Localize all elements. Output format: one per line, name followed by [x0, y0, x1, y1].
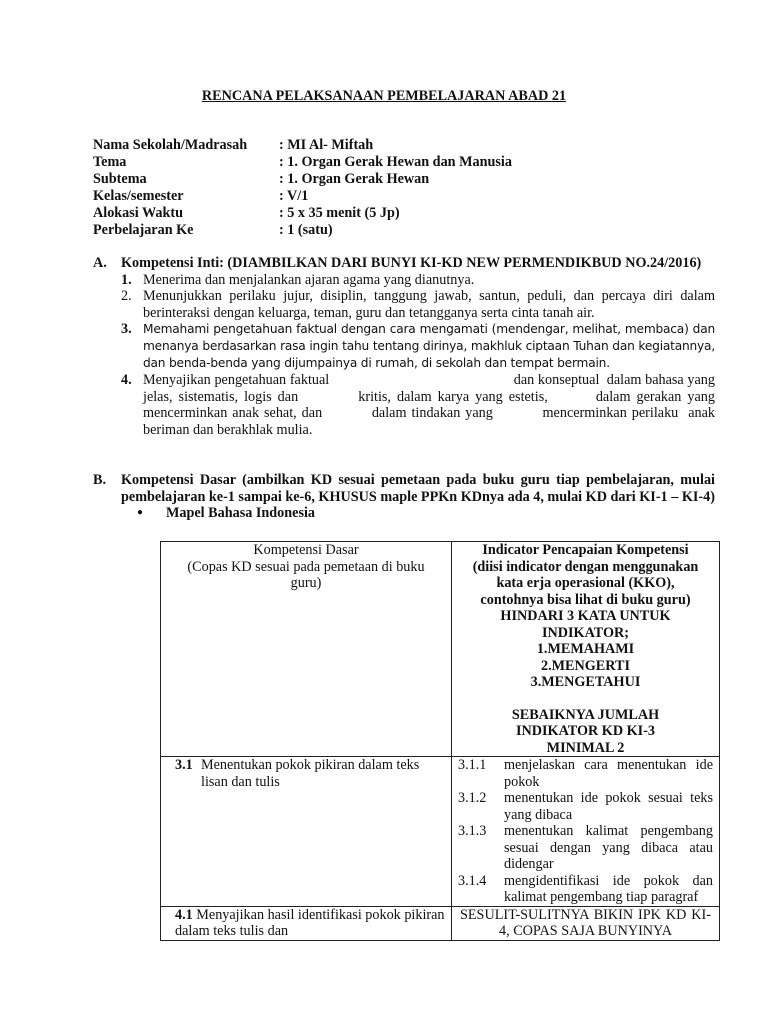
identity-value: : MI Al- Miftah	[279, 137, 374, 153]
document-title-text: RENCANA PELAKSANAAN PEMBELAJARAN ABAD 21	[201, 88, 567, 104]
kd-table-row	[161, 906, 720, 940]
ki-text: Menyajikan pengetahuan faktual dan konseptual dalam bahasa yang jelas, sistematis, logis dan kritis, dalam karya yang estetis, dalam gerakan yang mencerminkan anak sehat, dan dalam tindakan yang mencerminkan perilaku anak beriman dan berakhlak mulia.	[143, 372, 719, 438]
identity-value: : 1. Organ Gerak Hewan	[279, 171, 430, 187]
identity-table	[93, 137, 512, 239]
ki-number: 2.	[121, 288, 132, 304]
identity-row	[93, 205, 512, 222]
ki-number: 1.	[121, 271, 132, 288]
subject-label: Mapel Bahasa Indonesia	[166, 505, 316, 521]
identity-row	[93, 154, 512, 171]
kd-number: 4.1	[175, 906, 193, 923]
kd-number: 3.1	[175, 757, 193, 773]
identity-label: Perbelajaran Ke	[93, 222, 194, 238]
identity-row	[93, 171, 512, 188]
indicator-text: SESULIT-SULITNYA BIKIN IPK KD KI-4, COPAS SAJA BUNYINYA	[460, 906, 711, 939]
kd-table-row	[161, 757, 720, 907]
indicator-item	[458, 873, 713, 906]
indicator-header-line: Indicator Pencapaian Kompetensi	[482, 542, 689, 558]
indicator-header-line: 3.MENGETAHUI	[530, 674, 641, 690]
ki-item	[93, 321, 715, 372]
kd-header-cell	[161, 542, 452, 757]
indicator-number: 3.1.1	[458, 757, 487, 773]
ki-item	[93, 372, 719, 438]
section-b-heading-text: Kompetensi Dasar (ambilkan KD sesuai pemetaan pada buku guru tiap pembelajaran, mulai pembelajaran ke-1 sampai ke-6, KHUSUS maple PPKn KDnya ada 4, mulai KD dari KI-1 – KI-4)	[121, 472, 715, 505]
indicator-header-footer: SEBAIKNYA JUMLAH INDIKATOR KD KI-3 MINIMAL 2	[511, 706, 660, 756]
kd-header-title: Kompetensi Dasar	[253, 542, 359, 558]
identity-row	[93, 188, 512, 205]
kd-entry	[175, 757, 445, 790]
identity-label: Alokasi Waktu	[93, 205, 184, 221]
section-a-heading-text: Kompetensi Inti: (DIAMBILKAN DARI BUNYI KI-KD NEW PERMENDIKBUD NO.24/2016)	[121, 255, 702, 271]
indicator-item	[458, 823, 713, 873]
indicator-header-line: 2.MENGERTI	[541, 657, 630, 674]
indicator-text: menjelaskan cara menentukan ide pokok	[504, 757, 713, 790]
indicator-number: 3.1.4	[458, 872, 487, 889]
kd-table-header-row	[161, 542, 720, 757]
indicator-text: mengidentifikasi ide pokok dan kalimat pengembang tiap paragraf	[504, 872, 713, 905]
ki-number: 3.	[121, 321, 132, 337]
indicator-text: menentukan ide pokok sesuai teks yang dibaca	[504, 790, 713, 823]
indicator-cell	[452, 757, 720, 907]
identity-label: Kelas/semester	[93, 188, 184, 204]
kd-table	[160, 541, 720, 941]
ki-item	[93, 272, 715, 289]
ki-list	[93, 271, 719, 439]
identity-label: Tema	[93, 154, 127, 170]
indicator-item	[458, 790, 713, 823]
indicator-header-line: 1.MEMAHAMI	[536, 641, 635, 657]
kd-header-note: (Copas KD sesuai pada pemetaan di buku guru)	[187, 558, 425, 591]
identity-value: : 1 (satu)	[279, 222, 333, 238]
identity-value: : 1. Organ Gerak Hewan dan Manusia	[279, 154, 512, 170]
section-b-heading	[93, 472, 715, 505]
indicator-cell	[452, 906, 720, 940]
section-a-heading	[93, 255, 715, 272]
kd-entry	[175, 907, 445, 940]
indicator-number: 3.1.2	[458, 790, 487, 806]
ki-text: Menunjukkan perilaku jujur, disiplin, tanggung jawab, santun, peduli, dan percaya diri dalam berinteraksi dengan keluarga, teman, guru dan tetangganya serta cinta tanah air.	[143, 288, 715, 321]
section-b-marker: B.	[93, 472, 107, 488]
section-kompetensi-inti	[93, 255, 719, 438]
kd-cell	[161, 757, 452, 907]
ki-number: 4.	[121, 372, 132, 388]
bullet-icon: ●	[137, 507, 144, 518]
section-a-marker: A.	[93, 255, 107, 271]
identity-row	[93, 222, 512, 239]
indicator-header-line: HINDARI 3 KATA UNTUK INDIKATOR;	[500, 608, 671, 641]
indicator-text: menentukan kalimat pengembang sesuai dengan yang dibaca atau didengar	[504, 823, 713, 872]
ki-item	[93, 288, 715, 321]
identity-value: : 5 x 35 menit (5 Jp)	[279, 205, 400, 221]
kd-text: Menentukan pokok pikiran dalam teks lisan dan tulis	[201, 757, 420, 790]
section-kompetensi-dasar	[93, 472, 715, 522]
indicator-header-line: (diisi indicator dengan menggunakan kata erja operasional (KKO), contohnya bisa lihat di buku guru)	[472, 558, 699, 608]
indicator-item	[458, 757, 713, 790]
subject-bullet-item	[137, 505, 715, 522]
identity-value: : V/1	[279, 188, 309, 204]
indicator-header-cell	[452, 542, 720, 757]
identity-label: Subtema	[93, 171, 147, 187]
indicator-number: 3.1.3	[458, 823, 487, 839]
kd-text: Menyajikan hasil identifikasi pokok pikiran dalam teks tulis dan	[175, 906, 445, 939]
identity-row	[93, 137, 512, 154]
ki-text: Memahami pengetahuan faktual dengan cara mengamati (mendengar, melihat, membaca) dan menanya berdasarkan rasa ingin tahu tentang dirinya, makhluk ciptaan Tuhan dan kegiatannya, dan benda-benda yang dijumpainya di rumah, di sekolah dan tempat bermain.	[143, 322, 715, 370]
identity-label: Nama Sekolah/Madrasah	[93, 137, 248, 153]
document-title	[0, 88, 768, 105]
kd-cell	[161, 906, 452, 940]
ki-text: Menerima dan menjalankan ajaran agama yang dianutnya.	[143, 271, 475, 288]
